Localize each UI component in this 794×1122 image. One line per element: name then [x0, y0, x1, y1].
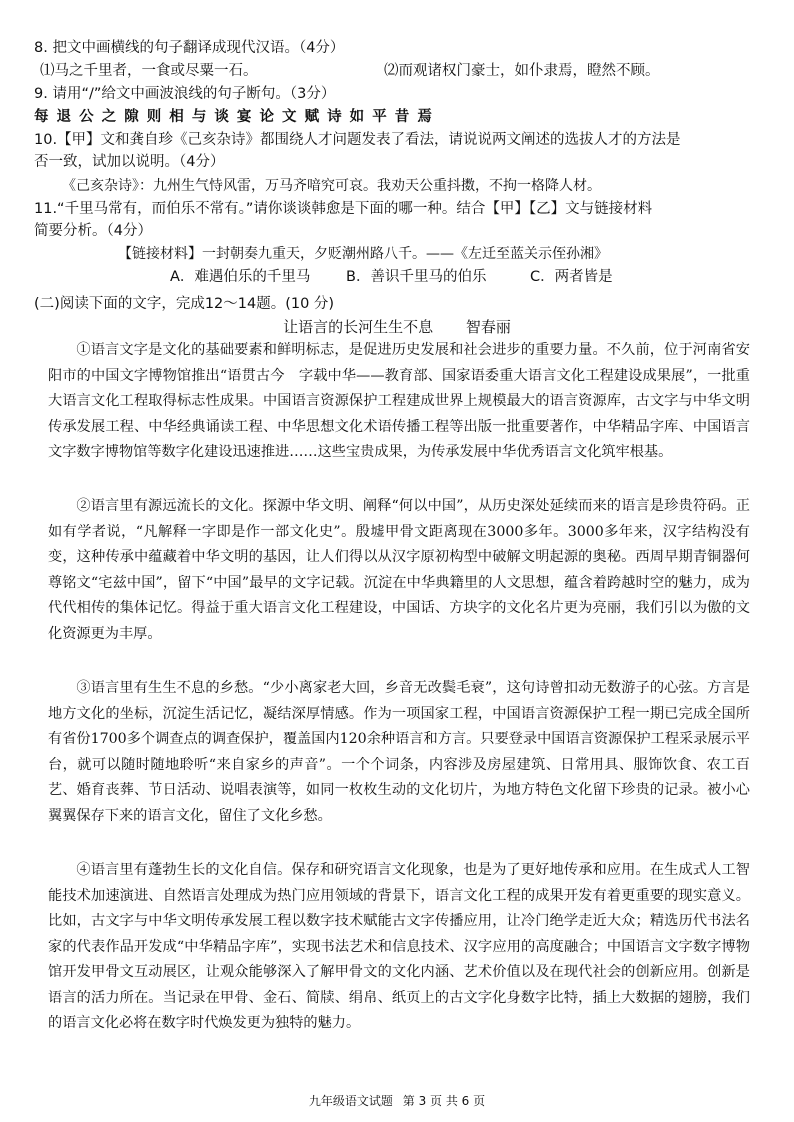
q11-link-material: 【链接材料】一封朝奏九重天，夕贬潮州路八千。——《左迁至蓝关示侄孙湘》 [118, 246, 608, 262]
q9-sentence: 每 退 公 之 隙 则 相 与 谈 宴 论 文 赋 诗 如 平 昔 焉 [34, 109, 434, 125]
q8-prompt: 8. 把文中画横线的句子翻译成现代汉语。（4分） [34, 40, 345, 56]
paragraph-1: ①语言文字是文化的基础要素和鲜明标志，是促进历史发展和社会进步的重要力量。不久前，位于河南省安阳市的中国文字博物馆推出“语贯古今 字载中华——教育部、国家语委重大语言文化工程建设成果展”，一批重大语言文化工程取得标志性成果。中国语言资源保护工程建成世界上规模最大的语言资源库，古文字与中华文明传承发展工程、中华经典诵读工程、中华思想文化术语传播工程等出版一批重要著作，中华精品字库、中国语言文字数字博物馆等数字化建设迅速推进……这些宝贵成果，为传承发展中华优秀语言文化筑牢根基。 [48, 342, 750, 460]
q11-option-b: B．善识千里马的伯乐 [346, 269, 487, 285]
q11-option-a: A．难遇伯乐的千里马 [170, 269, 311, 285]
q8-sentence-2: ⑵而观诸权门豪士，如仆隶焉，瞪然不顾。 [384, 63, 660, 79]
article-title-line [0, 316, 794, 337]
q11-option-c: C．两者皆是 [530, 269, 613, 285]
footer-page-number: 第 3 页 共 6 页 [402, 1094, 486, 1108]
article-title: 让语言的长河生生不息 [283, 318, 434, 336]
q8-sentence-1: ⑴马之千里者，一食或尽粟一石。 [40, 63, 258, 79]
q11-prompt-line-2: 简要分析。（4分） [34, 223, 152, 239]
q10-poem: 《己亥杂诗》：九州生气恃风雷，万马齐喑究可哀。我劝天公重抖擞，不拘一格降人材。 [62, 178, 601, 194]
footer-exam-title: 九年级语文试题 [308, 1094, 393, 1108]
q11-prompt-line-1: 11.“千里马常有，而伯乐不常有。”请你谈谈韩愈是下面的哪一种。结合【甲】【乙】文与链接材料 [34, 201, 653, 217]
paragraph-3: ③语言里有生生不息的乡愁。“少小离家老大回，乡音无改鬓毛衰”，这句诗曾扣动无数游子的心弦。方言是地方文化的坐标，沉淀生活记忆，凝结深厚情感。作为一项国家工程，中国语言资源保护工程一期已完成全国所有省份1700多个调查点的调查保护，覆盖国内120余种语言和方言。只要登录中国语言资源保护工程采录展示平台，就可以随时随地聆听“来自家乡的声音”。一个个词条，内容涉及房屋建筑、日常用具、服饰饮食、农工百艺、婚育丧葬、节日活动、说唱表演等，如同一枚枚生动的文化切片，为地方特色文化留下珍贵的记录。被小心翼翼保存下来的语言文化，留住了文化乡愁。 [48, 680, 750, 824]
section-2-heading: (二)阅读下面的文字，完成12～14题。(10 分) [34, 296, 335, 312]
page-footer [0, 1092, 794, 1109]
q10-prompt-line-1: 10.【甲】文和龚自珍《己亥杂诗》都围绕人才问题发表了看法，请说说两文阐述的选拔人才的方法是 [34, 132, 681, 148]
q10-prompt-line-2: 否一致，试加以说明。（4分） [34, 154, 225, 170]
q9-prompt: 9. 请用“/”给文中画波浪线的句子断句。（3分） [34, 86, 336, 102]
article-author: 智春丽 [465, 318, 511, 336]
paragraph-4: ④语言里有蓬勃生长的文化自信。保存和研究语言文化现象，也是为了更好地传承和应用。在生成式人工智能技术加速演进、自然语言处理成为热门应用领域的背景下，语言文化工程的成果开发有着更重要的现实意义。比如，古文字与中华文明传承发展工程以数字技术赋能古文字传播应用，让冷门绝学走近大众；精选历代书法名家的代表作品开发成“中华精品字库”，实现书法艺术和信息技术、汉字应用的高度融合；中国语言文字数字博物馆开发甲骨文互动展区，让观众能够深入了解甲骨文的文化内涵、艺术价值以及在现代社会的创新应用。创新是语言的活力所在。当记录在甲骨、金石、简牍、绢帛、纸页上的古文字化身数字比特，插上大数据的翅膀，我们的语言文化必将在数字时代焕发更为独特的魅力。 [48, 862, 750, 1031]
paragraph-2: ②语言里有源远流长的文化。探源中华文明、阐释“何以中国”，从历史深处延续而来的语言是珍贵符码。正如有学者说，“凡解释一字即是作一部文化史”。殷墟甲骨文距离现在3000多年。3000多年来，汉字结构没有变，这种传承中蕴藏着中华文明的基因，让人们得以从汉字原初构型中破解文明起源的奥秘。西周早期青铜器何尊铭文“宅兹中国”，留下“中国”最早的文字记载。沉淀在中华典籍里的人文思想，蕴含着跨越时空的魅力，成为代代相传的集体记忆。得益于重大语言文化工程建设，中国话、方块字的文化名片更为亮丽，我们引以为傲的文化资源更为丰厚。 [48, 498, 750, 642]
